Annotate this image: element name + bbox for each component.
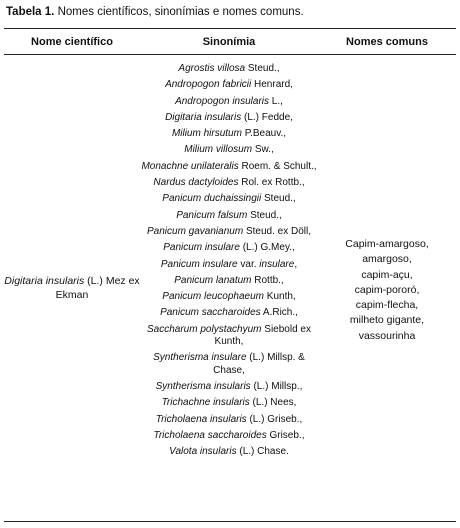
table-bottom-rule xyxy=(4,521,456,522)
synonym-author: (L.) G.Mey., xyxy=(239,242,295,254)
synonym-item xyxy=(140,259,318,271)
synonym-author: Rottb., xyxy=(251,274,284,286)
synonym-item xyxy=(140,324,318,349)
synonym-author: Sw., xyxy=(252,144,274,156)
synonym-taxon: Monachne unilateralis xyxy=(141,160,239,172)
synonym-author: (L.) Chase. xyxy=(236,446,289,458)
synonym-author: Kunth, xyxy=(264,291,296,303)
caption-text: Nomes científicos, sinonímias e nomes comuns. xyxy=(54,6,304,18)
synonym-author: L., xyxy=(269,95,283,107)
synonym-taxon: Panicum duchaissingii xyxy=(162,193,262,205)
table-header-rule xyxy=(4,54,456,55)
synonym-item xyxy=(140,397,318,409)
synonym-author: Rol. ex Rottb., xyxy=(238,177,305,189)
synonym-author: (L.) Millsp. & Chase, xyxy=(213,352,305,376)
synonym-punct: , xyxy=(294,258,298,270)
synonym-taxon: Andropogon fabricii xyxy=(165,79,252,91)
synonymy-cell xyxy=(140,63,318,462)
synonym-taxon: Milium hirsutum xyxy=(171,128,242,140)
synonym-taxon: Agrostis villosa xyxy=(178,63,246,74)
synonym-taxon: Syntherisma insularis xyxy=(155,380,251,392)
synonym-taxon: Panicum leucophaeum xyxy=(162,291,265,303)
synonym-item xyxy=(140,446,318,458)
synonym-author: Steud., xyxy=(261,193,296,205)
synonym-author: Griseb., xyxy=(266,429,305,441)
header-scientific-name: Nome científico xyxy=(31,36,113,48)
synonym-author: (L.) Griseb., xyxy=(246,413,303,425)
synonym-item xyxy=(140,414,318,426)
synonym-item xyxy=(140,128,318,140)
synonym-item xyxy=(140,381,318,393)
synonym-taxon: Panicum saccharoides xyxy=(160,307,261,319)
synonym-author: Siebold ex Kunth, xyxy=(214,323,311,348)
synonym-author: P.Beauv., xyxy=(241,128,287,140)
synonym-author: Henrard, xyxy=(251,79,293,91)
synonym-author: (L.) Nees, xyxy=(249,397,297,409)
synonym-taxon: Tricholaena insularis xyxy=(155,413,247,425)
synonym-taxon: Saccharum polystachyum xyxy=(147,323,262,335)
synonym-item xyxy=(140,226,318,238)
synonym-taxon: Panicum lanatum xyxy=(174,274,252,286)
synonym-taxon: Nardus dactyloides xyxy=(153,177,239,189)
header-common-names: Nomes comuns xyxy=(346,36,428,48)
synonym-taxon: Trichachne insularis xyxy=(161,397,250,409)
synonym-item xyxy=(140,430,318,442)
synonym-author: Roem. & Schult., xyxy=(238,160,317,172)
synonym-item xyxy=(140,307,318,319)
synonym-taxon: Andropogon insularis xyxy=(175,95,270,107)
synonym-item xyxy=(140,144,318,156)
table-top-rule xyxy=(4,28,456,29)
synonym-author: (L.) Fedde, xyxy=(241,111,293,123)
scientific-author: (L.) Mez ex Ekman xyxy=(55,275,140,301)
synonym-taxon: Milium villosum xyxy=(184,144,253,156)
synonym-item xyxy=(140,291,318,303)
common-names-cell xyxy=(318,237,456,344)
common-name: Capim-amargoso, xyxy=(345,238,429,250)
synonym-author: Steud. ex Döll, xyxy=(243,225,311,237)
synonym-item xyxy=(140,112,318,124)
common-name: capim-açu, xyxy=(361,268,413,281)
synonym-taxon: Tricholaena saccharoides xyxy=(153,429,267,441)
scientific-name-cell xyxy=(4,274,140,302)
synonym-taxon: Panicum falsum xyxy=(176,209,248,221)
synonym-author: (L.) Millsp., xyxy=(250,380,303,392)
synonym-item xyxy=(140,96,318,108)
common-name: milheto gigante, xyxy=(349,314,425,327)
common-name: capim-flecha, xyxy=(355,299,419,312)
synonym-taxon: Digitaria insularis xyxy=(165,111,242,123)
caption-label: Tabela 1. xyxy=(6,6,55,18)
synonym-author: var. xyxy=(237,258,260,270)
synonym-item xyxy=(140,79,318,91)
common-name: capim-pororó, xyxy=(354,283,420,296)
synonym-author: Steud., xyxy=(245,63,280,74)
synonym-author: A.Rich., xyxy=(260,307,298,319)
synonym-item xyxy=(140,63,318,75)
synonym-taxon: Syntherisma insulare xyxy=(153,352,247,364)
scientific-name: Digitaria insularis xyxy=(4,275,85,287)
common-name: vassourinha xyxy=(358,329,416,342)
synonym-author: Steud., xyxy=(247,209,282,221)
synonym-taxon: Panicum insulare xyxy=(160,258,238,270)
synonym-taxon: Valota insularis xyxy=(169,446,237,458)
synonym-item xyxy=(140,352,318,377)
synonym-item xyxy=(140,242,318,254)
synonym-item xyxy=(140,193,318,205)
synonym-item xyxy=(140,177,318,189)
synonym-item xyxy=(140,275,318,287)
synonym-taxon: Panicum insulare xyxy=(163,242,240,254)
synonym-taxon: Panicum gavanianum xyxy=(147,225,244,237)
synonym-item xyxy=(140,210,318,222)
table-caption xyxy=(6,6,304,18)
common-name: amargoso, xyxy=(362,253,412,266)
header-synonymy: Sinonímia xyxy=(202,36,256,48)
synonym-item xyxy=(140,161,318,173)
synonym-variety: insulare xyxy=(259,258,295,270)
